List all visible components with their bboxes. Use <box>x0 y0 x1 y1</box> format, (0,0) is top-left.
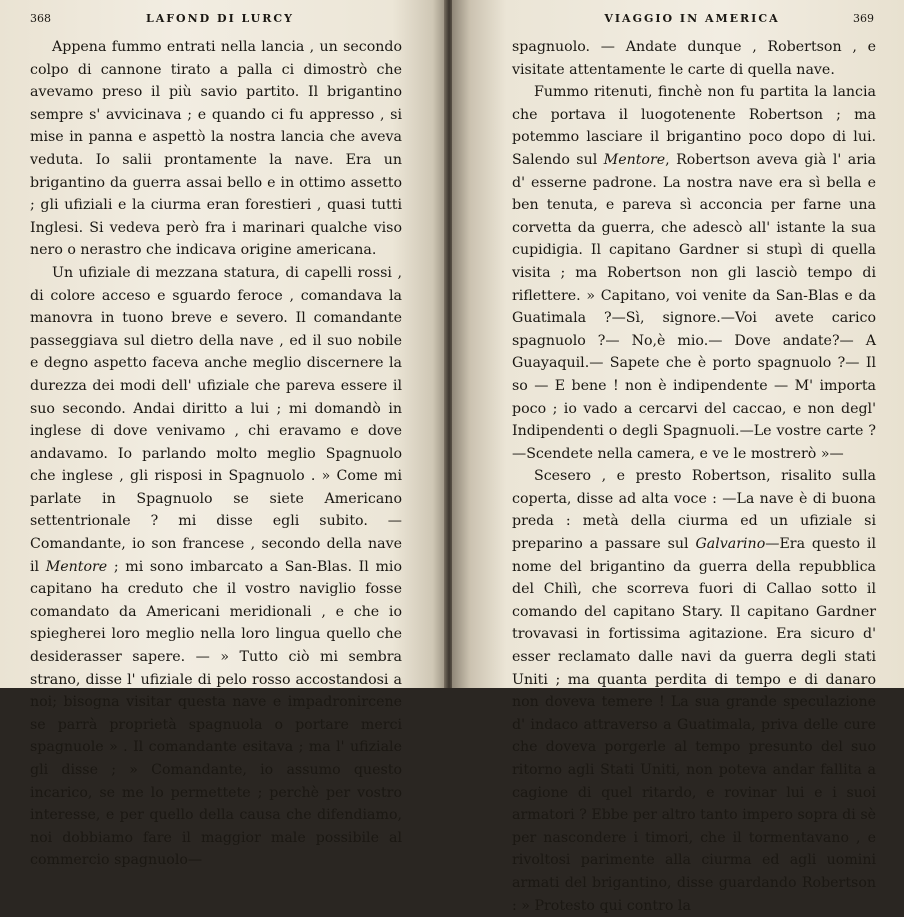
right-page-number: 369 <box>853 12 874 25</box>
right-running-title: VIAGGIO IN AMERICA <box>604 12 780 25</box>
left-running-title: LAFOND DI LURCY <box>145 12 295 25</box>
left-paragraph-2 <box>30 262 402 872</box>
left-page-body <box>30 36 402 872</box>
right-paragraph-1: spagnuolo. — Andate dunque , Robertson , e visitate attentamente le carte di quella nave. <box>512 39 876 78</box>
right-page <box>452 0 904 914</box>
right-page-header <box>510 12 874 30</box>
right-paragraph-3-ship-name: Galvarino <box>695 536 766 553</box>
left-paragraph-2-part-2: ; mi sono imbarcato a San-Blas. Il mio capitano ha creduto che il vostro naviglio fosse comandato da Americani meridionali , e che io spiegherei loro meglio nella loro lingua quello che desiderasser sapere. — » Tutto ciò mi sembra strano, disse l' ufiziale di pelo rosso accostandosi a noi; bisogna visitar questa nave e impadronircene se parrà proprietà spagnuola o portare merci spagnuole » . Il comandante esitava ; ma l' ufiziale gli disse ; » Comandante, io assumo questo incarico, se me lo permettete ; perchè per vostro interesse, e per quello della causa che difendiamo, noi dobbiamo fare il maggior male possibile al commercio spagnuolo— <box>30 558 402 869</box>
right-paragraph-2-part-1: Fummo ritenuti, finchè non fu partita la lancia che portava il luogotenente Robertson ; ma potemmo lasciare il brigantino poco dopo di lui. Salendo sul <box>512 84 876 168</box>
left-page-number: 368 <box>30 12 51 25</box>
right-paragraph-2 <box>512 81 876 465</box>
right-paragraph-3-part-1: Scesero , e presto Robertson, risalito sulla coperta, disse ad alta voce : —La nave è di buona preda : metà della ciurma ed un ufiziale si preparino a passare sul <box>512 468 876 553</box>
left-paragraph-1: Appena fummo entrati nella lancia , un secondo colpo di cannone tirato a palla ci dimostrò che avevamo preso il più savio partito. Il brigantino sempre s' avvicinava ; e quando ci fu appresso , si mise in panna e aspettò la nostra lancia che aveva veduta. Io salii prontamente la nave. Era un brigantino da guerra assai bello e in ottimo assetto ; gli ufiziali e la ciurma eran forestieri , quasi tutti Inglesi. Si vedeva però fra i marinari qualche viso nero o nerastro che indicava origine americana. <box>30 39 402 259</box>
left-page-header <box>30 12 410 30</box>
right-paragraph-2-part-2: , Robertson aveva già l' aria d' esserne padrone. La nostra nave era sì bella e ben tenuta, e pareva sì acconcia per farne una corvetta da guerra, che adescò all' istante la sua cupidigia. Il capitano Gardner si stupì di quella visita ; ma Robertson non gli lasciò tempo di riflettere. » Capitano, voi venite da San-Blas e da Guatimala ?—Sì, signore.—Voi avete carico spagnuolo ?— No,è mio.— Dove andate?— A Guayaquil.— Sapete che è porto spagnuolo ?— Il so — E bene ! non è indipendente — M' importa poco ; io vado a cercarvi del caccao, e non degl' Indipendenti o degli Spagnuoli.—Le vostre carte ?—Scendete nella camera, e ve le mostrerò »— <box>512 151 876 462</box>
right-paragraph-3-part-2: —Era questo il nome del brigantino da guerra della repubblica del Chilì, che scorreva fuori di Callao sotto il comando del capitano Stary. Il capitano Gardner trovavasi in fortissima agitazione. Era sicuro d' esser reclamato dalle navi da guerra degli stati Uniti ; ma quanta perdita di tempo e di danaro non doveva temere ! La sua grande speculazione d' indaco attraverso a Guatimala, priva delle cure che doveva porgerle al tempo presunto del suo ritorno agli Stati Uniti, non poteva andar fallita a cagione di quel ritardo, e rovinar lui e i suoi armatori ? Ebbe per altro tanto impero sopra di sè per nascondere i timori, che il tormentavano , e rivoltosi parimente alla ciurma ed agli uomini armati del brigantino, disse guardando Robertson : » Protesto qui contro la <box>512 536 876 914</box>
left-paragraph-2-part-1: Un ufiziale di mezzana statura, di capelli rossi , di colore acceso e sguardo feroce , comandava la manovra in tuono breve e severo. Il comandante passeggiava sul dietro della nave , ed il suo nobile e degno aspetto faceva anche meglio discernere la durezza dei modi dell' ufiziale che pareva essere il suo secondo. Andai diritto a lui ; mi domandò in inglese di dove venivamo , chi eravamo e dove andavamo. Io parlando molto meglio Spagnuolo che inglese , gli risposi in Spagnuolo . » Come mi parlate in Spagnuolo se siete Americano settentrionale ? mi disse egli subito. — Comandante, io son francese , secondo della nave il <box>30 264 402 575</box>
right-paragraph-3 <box>512 465 876 917</box>
left-paragraph-2-ship-name: Mentore <box>45 558 108 575</box>
right-paragraph-2-ship-name: Mentore <box>603 151 666 168</box>
right-page-body <box>512 36 876 917</box>
left-page <box>0 0 446 869</box>
